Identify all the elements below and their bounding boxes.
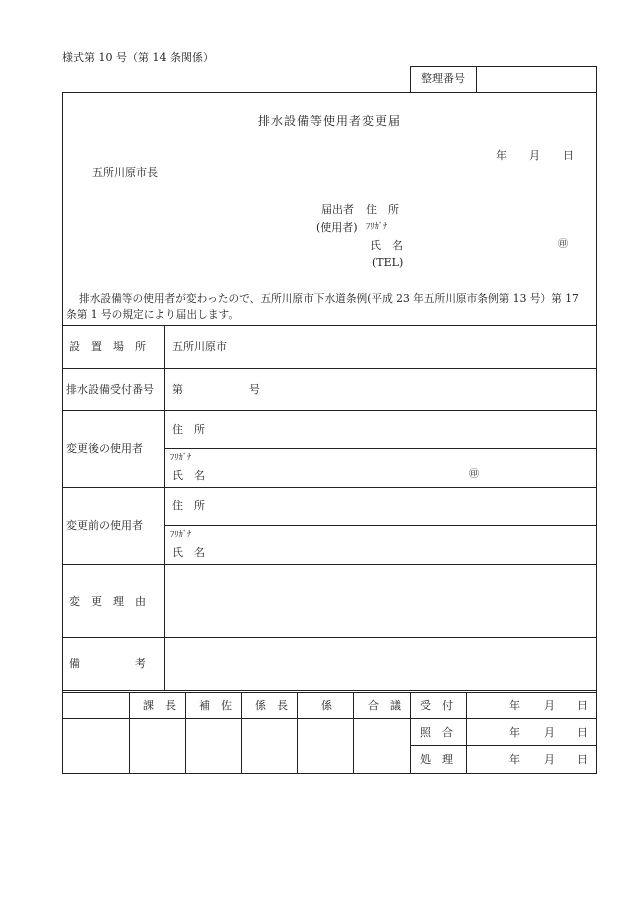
- check-stamp-label: 照 合: [420, 726, 453, 739]
- reason-field[interactable]: [166, 566, 595, 636]
- after-name-label: 氏 名: [172, 469, 205, 482]
- process-day: 日: [577, 753, 588, 766]
- after-user-label: 変更後の使用者: [66, 442, 143, 455]
- user-paren-label: (使用者): [316, 221, 358, 234]
- after-furigana-label: ﾌﾘｶﾞﾅ: [170, 453, 192, 463]
- stamp-cell-kakaricho[interactable]: [242, 720, 296, 772]
- before-address-field[interactable]: [215, 489, 595, 524]
- approval-header-kakaricho: 係 長: [255, 699, 288, 712]
- after-address-field[interactable]: [215, 412, 595, 447]
- stamp-cell-kakari[interactable]: [298, 720, 352, 772]
- before-name-label: 氏 名: [172, 546, 205, 559]
- receipt-day: 日: [577, 699, 588, 712]
- receipt-year: 年: [509, 699, 520, 712]
- receipt-month: 月: [544, 699, 555, 712]
- remarks-field[interactable]: [166, 639, 595, 689]
- stamp-cell-gogi[interactable]: [354, 720, 409, 772]
- check-year: 年: [509, 726, 520, 739]
- approval-header-kacho: 課 長: [143, 699, 176, 712]
- date-year: 年: [496, 149, 507, 162]
- location-label: 設 置 場 所: [69, 340, 146, 353]
- stamp-cell-hosa[interactable]: [186, 720, 240, 772]
- form-code: 様式第 10 号（第 14 条関係）: [62, 51, 214, 64]
- check-month: 月: [544, 726, 555, 739]
- process-year: 年: [509, 753, 520, 766]
- receipt-go: 号: [249, 383, 260, 396]
- form-title: 排水設備等使用者変更届: [258, 114, 402, 128]
- approval-header-hosa: 補 佐: [199, 699, 232, 712]
- date-month: 月: [529, 149, 540, 162]
- receipt-label: 排水設備受付番号: [66, 383, 154, 396]
- stamp-cell-kacho[interactable]: [130, 720, 184, 772]
- reason-label: 変 更 理 由: [69, 595, 146, 608]
- approval-header-gogi: 合 議: [368, 699, 401, 712]
- after-name-field[interactable]: [215, 450, 455, 486]
- location-value: 五所川原市: [172, 340, 227, 353]
- before-name-field[interactable]: [215, 527, 595, 563]
- seal-icon: ㊞: [558, 239, 568, 250]
- process-stamp-label: 処 理: [420, 753, 453, 766]
- before-user-label: 変更前の使用者: [66, 519, 143, 532]
- check-day: 日: [577, 726, 588, 739]
- tel-label: (TEL): [372, 256, 404, 269]
- before-furigana-label: ﾌﾘｶﾞﾅ: [170, 530, 192, 540]
- addressee: 五所川原市長: [92, 166, 158, 179]
- date-day: 日: [563, 149, 574, 162]
- process-month: 月: [544, 753, 555, 766]
- receipt-dai: 第: [172, 383, 183, 396]
- applicant-address-label: 住 所: [366, 203, 399, 216]
- seiri-number-field[interactable]: [477, 67, 596, 92]
- receipt-stamp-label: 受 付: [420, 699, 453, 712]
- statement-line1: 排水設備等の使用者が変わったので、五所川原市下水道条例(平成 23 年五所川原市条例第 13 号）第 17: [79, 292, 579, 305]
- before-address-label: 住 所: [172, 499, 205, 512]
- seiri-label: 整理番号: [421, 72, 465, 85]
- remarks-label: 備 考: [69, 657, 146, 670]
- after-address-label: 住 所: [172, 423, 205, 436]
- statement-line2: 条第 1 号の規定により届出します。: [66, 308, 240, 321]
- seal-icon: ㊞: [469, 469, 479, 480]
- notifier-label: 届出者: [321, 203, 354, 216]
- applicant-name-label: 氏 名: [370, 239, 403, 252]
- approval-header-kakari: 係: [321, 699, 332, 712]
- applicant-furigana-label: ﾌﾘｶﾞﾅ: [366, 222, 388, 232]
